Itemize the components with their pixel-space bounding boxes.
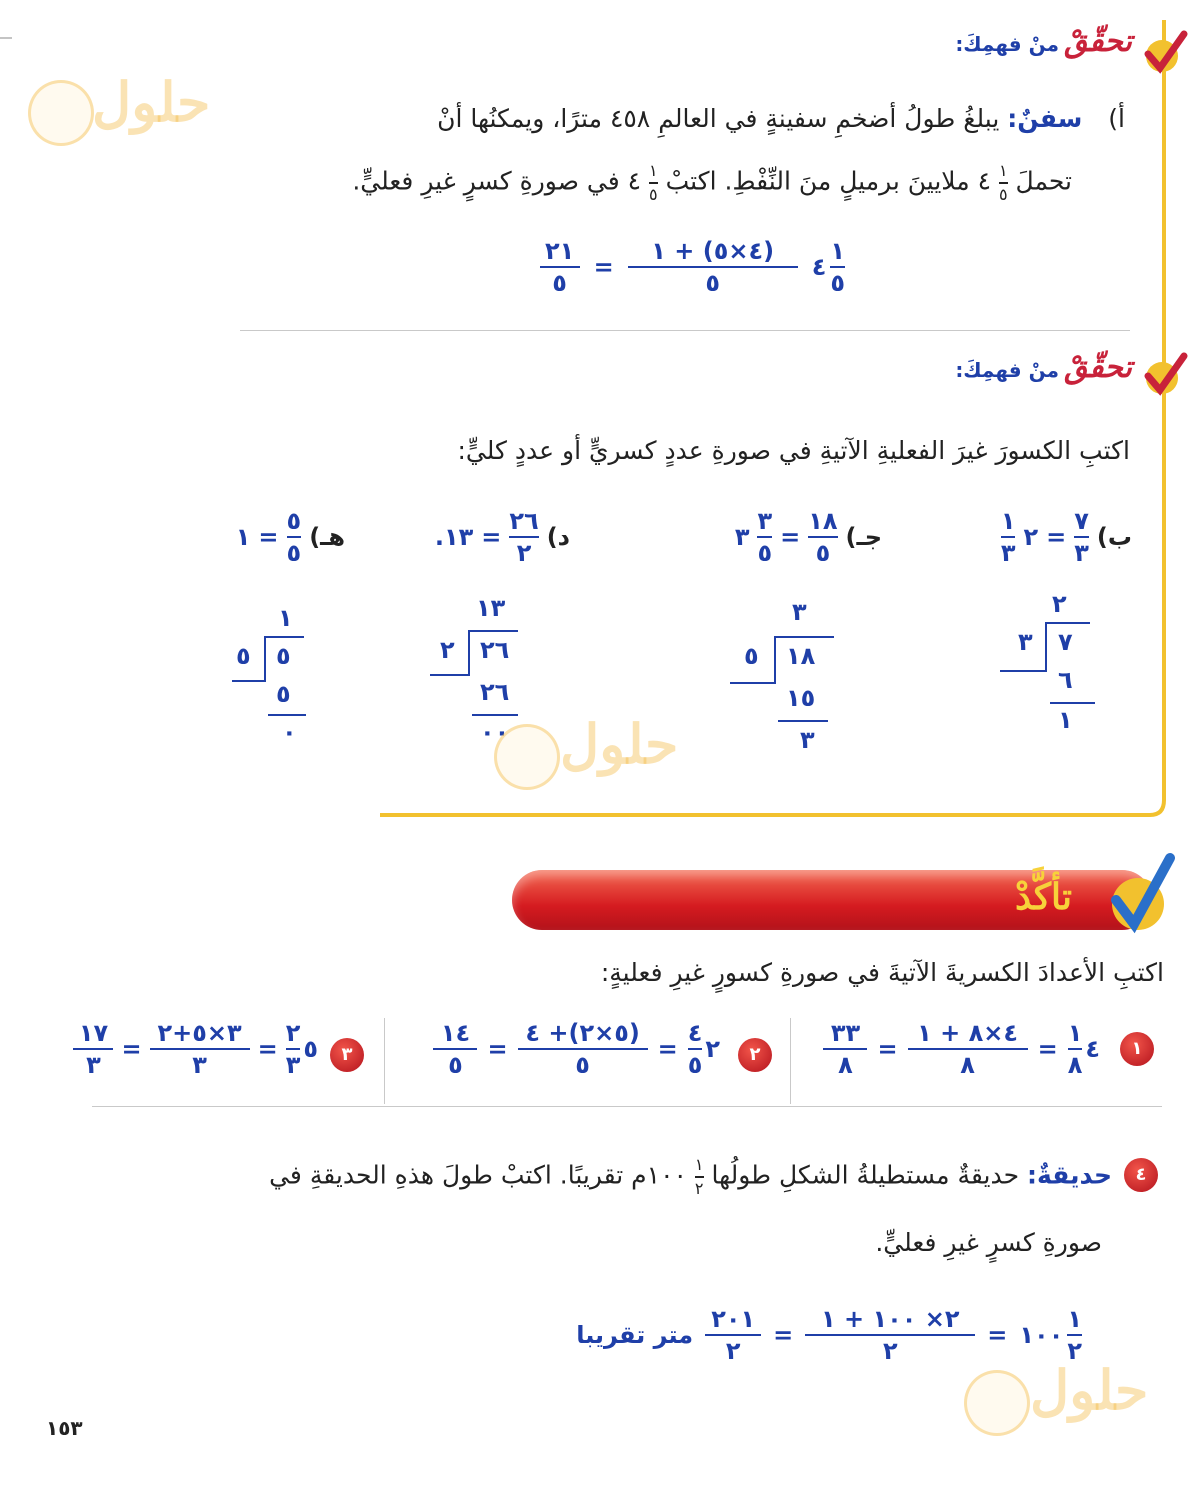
frac-num: ٤×٨ + ١ [917, 1019, 1019, 1047]
divider [240, 330, 1130, 331]
equals-sign: = [121, 1035, 142, 1064]
frac-den: ٢ [725, 1337, 741, 1366]
watermark: حلول [560, 712, 679, 776]
division-bar [430, 674, 470, 676]
line2-mid: ٤ ملايينَ برميلٍ منَ النِّفْطِ. اكتبْ [665, 166, 992, 196]
item-label: أ) [1108, 104, 1125, 133]
divider [92, 1106, 1162, 1107]
frac-num: ٢ [285, 1019, 301, 1047]
garden-line2: صورةِ كسرٍ غيرِ فعليٍّ. [875, 1228, 1102, 1257]
frac-num: ١٤ [440, 1019, 471, 1047]
frac-den: ٥ [687, 1051, 703, 1080]
long-division-c [730, 598, 850, 758]
long-division-e [232, 604, 322, 754]
frac-bar [540, 266, 580, 268]
mixed-whole: ٥ [303, 1035, 318, 1064]
frac-bar [1074, 536, 1089, 538]
divisor: ٢ [440, 636, 455, 664]
frac-bar [808, 536, 837, 538]
check1-line1 [437, 104, 1125, 133]
frac-num: ١٨ [808, 507, 838, 535]
mixed-whole: ٤ [811, 253, 827, 282]
subtraction-line [778, 720, 828, 722]
check2-item-c [735, 508, 882, 567]
frac-den: ٥ [830, 269, 845, 298]
frac-num: ٣×٥+٢ [157, 1019, 242, 1047]
inline-fraction [695, 1156, 704, 1197]
frac-num: ١ [1067, 1305, 1082, 1333]
division-bar [468, 630, 518, 632]
frac-den: ٥ [705, 269, 721, 298]
frac-num: ٣٣ [830, 1019, 861, 1047]
divisor: ٣ [1018, 628, 1033, 656]
frac-bar [830, 266, 845, 268]
frac-num: ٢١ [544, 237, 575, 265]
remainder: ٠٠ [480, 718, 510, 746]
subtrahend: ٥ [276, 680, 291, 708]
mixed-whole: ٢ [705, 1035, 720, 1064]
division-bar [264, 636, 304, 638]
divisor: ٥ [236, 642, 251, 670]
result-whole: ٣ [734, 523, 750, 552]
subtrahend: ٢٦ [480, 678, 510, 706]
dividend: ١٨ [786, 642, 816, 670]
item-badge-2: ٢ [738, 1038, 772, 1072]
frac-num: ١ [998, 161, 1008, 180]
frac-den: ٢ [694, 1178, 704, 1198]
frac-num: ٢٦ [509, 507, 539, 535]
inline-fraction [999, 162, 1008, 203]
division-bar [774, 636, 834, 638]
frac-num: ١٧ [78, 1019, 109, 1047]
division-bar [264, 636, 266, 680]
mixed-number [286, 1020, 318, 1079]
equals-sign: = [481, 523, 502, 552]
frac-num: ١ [694, 1155, 704, 1174]
division-bar [232, 680, 266, 682]
frac-den: ٥ [815, 539, 831, 568]
confirm-title: تأكَّدْ [1014, 876, 1072, 918]
dividend: ٢٦ [480, 636, 510, 664]
confirm-instruction: اكتبِ الأعدادَ الكسريةَ الآتيةَ في صورةِ كسورٍ غيرِ فعليةٍ: [600, 958, 1164, 987]
check2-item-e [236, 508, 345, 567]
frac-num: ٧ [1074, 507, 1089, 535]
frac-bar [150, 1048, 250, 1050]
equals-sign: = [657, 1035, 678, 1064]
frac-num: ١ [1067, 1019, 1083, 1047]
division-bar [1045, 622, 1047, 670]
garden-text-a: حديقةٌ مستطيلةُ الشكلِ طولُها [711, 1160, 1020, 1190]
frac-bar [628, 266, 798, 268]
item-fraction [287, 508, 302, 567]
frac-bar [908, 1048, 1028, 1050]
confirm-banner [512, 870, 1152, 930]
step-fraction [805, 1306, 975, 1365]
frac-den: ٢ [1067, 1337, 1082, 1366]
subtraction-line [1050, 702, 1095, 704]
checkmark-icon [1140, 352, 1188, 396]
result-fraction [823, 1020, 867, 1079]
item-badge-4: ٤ [1124, 1158, 1158, 1192]
division-bar [468, 630, 470, 676]
equals-sign: = [773, 1321, 794, 1350]
mixed-number [1068, 1020, 1100, 1079]
equals-sign: = [593, 253, 614, 282]
result-fraction [757, 508, 772, 567]
item-label: د) [546, 523, 570, 552]
mixed-number [1019, 1306, 1082, 1365]
result-whole: ٢ [1023, 523, 1039, 552]
division-bar [1000, 670, 1047, 672]
frac-den: ٣ [192, 1051, 207, 1080]
result-fraction [433, 1020, 477, 1079]
frac-bar [649, 182, 658, 184]
watermark: حلول [1030, 1358, 1149, 1422]
frac-bar [433, 1048, 477, 1050]
quotient: ١٣ [476, 594, 506, 622]
watermark: حلول [92, 70, 211, 134]
frac-den: ٥ [998, 184, 1008, 204]
frac-bar [1068, 1048, 1083, 1050]
frac-den: ٥ [552, 269, 567, 298]
check1-title: تحقّقْ [1064, 24, 1132, 59]
frac-den: ٥ [575, 1051, 590, 1080]
step-fraction [908, 1020, 1028, 1079]
item-badge-1: ١ [1120, 1032, 1154, 1066]
mixed-frac [286, 1020, 301, 1079]
frac-bar [999, 182, 1008, 184]
frac-bar [518, 1048, 648, 1050]
frac-bar [509, 536, 538, 538]
dividend: ٥ [276, 642, 291, 670]
result-fraction [540, 238, 580, 297]
check2-instruction: اكتبِ الكسورَ غيرَ الفعليةِ الآتيةِ في صورةِ عددٍ كسريٍّ أو عددٍ كليٍّ: [457, 436, 1130, 465]
frac-den: ٥ [286, 539, 302, 568]
check1-solution [540, 238, 845, 297]
remainder: ٠ [282, 718, 297, 746]
item-fraction [808, 508, 837, 567]
frac-bar [1001, 536, 1016, 538]
result-value: ١٣. [434, 523, 474, 552]
inline-fraction-2 [649, 162, 658, 203]
subtraction-line [472, 714, 518, 716]
check1-text-line1: يبلغُ طولُ أضخمِ سفينةٍ في العالمِ ٤٥٨ مترًا، ويمكنُها أنْ [437, 104, 1000, 133]
frac-den: ٨ [960, 1051, 975, 1080]
mixed-number [812, 238, 845, 297]
watermark-logo-icon [964, 1370, 1030, 1436]
result-fraction [1001, 508, 1016, 567]
check2-header [955, 350, 1132, 385]
frac-num: (٥×٢)+ ٤ [525, 1019, 640, 1047]
frac-bar [823, 1048, 867, 1050]
garden-solution [576, 1306, 1082, 1365]
watermark-logo-icon [494, 724, 560, 790]
mixed-frac [830, 238, 845, 297]
equals-sign: = [877, 1035, 898, 1064]
mixed-number [688, 1020, 720, 1079]
subtraction-line [268, 714, 306, 716]
frac-den: ٣ [1074, 539, 1089, 568]
frac-bar [688, 1048, 703, 1050]
check2-item-b [1001, 508, 1132, 567]
equals-sign: = [780, 523, 801, 552]
division-bar [774, 636, 776, 684]
item-label: هـ) [309, 523, 345, 552]
divisor: ٥ [744, 642, 759, 670]
division-bar [730, 682, 776, 684]
frac-den: ٢ [882, 1337, 898, 1366]
result-fraction [705, 1306, 761, 1365]
frac-num: ٣ [757, 507, 773, 535]
step-fraction [628, 238, 798, 297]
item-fraction [1074, 508, 1089, 567]
check2-item-d [435, 508, 570, 567]
column-divider [384, 1018, 385, 1104]
watermark-logo-icon [28, 80, 94, 146]
frac-num: ٢٠١ [711, 1305, 756, 1333]
subtrahend: ٦ [1058, 666, 1073, 694]
frac-bar [757, 536, 772, 538]
frac-den: ٥ [448, 1051, 463, 1080]
frac-den: ٣ [285, 1051, 301, 1080]
remainder: ١ [1058, 706, 1073, 734]
frac-bar [287, 536, 302, 538]
frac-bar [805, 1334, 975, 1336]
frac-bar [73, 1048, 113, 1050]
frac-num: ٤ [687, 1019, 703, 1047]
frac-den: ٥ [649, 184, 658, 204]
quotient: ١ [278, 604, 293, 632]
frac-den: ٢ [516, 539, 532, 568]
confirm-item-1 [823, 1020, 1100, 1079]
result-value: ١ [235, 523, 251, 552]
subtrahend: ١٥ [786, 684, 816, 712]
frac-den: ٣ [1000, 539, 1016, 568]
frac-den: ٥ [757, 539, 773, 568]
frac-den: ٨ [1067, 1051, 1083, 1080]
line2-start: تحملَ [1015, 166, 1072, 196]
check1-subtitle: منْ فهمِكَ: [955, 32, 1059, 56]
frac-bar [705, 1334, 761, 1336]
frac-num: (٤×٥) + ١ [651, 237, 775, 265]
step-fraction [518, 1020, 648, 1079]
item-label: جـ) [845, 523, 882, 552]
equals-sign: = [257, 1035, 278, 1064]
item-label: ب) [1096, 523, 1132, 552]
frac-den: ٣ [86, 1051, 101, 1080]
quotient: ٣ [792, 598, 807, 626]
confirm-item-2 [433, 1020, 720, 1079]
garden-line1 [269, 1156, 1112, 1197]
item-fraction [509, 508, 538, 567]
column-divider [790, 1018, 791, 1104]
result-fraction [73, 1020, 113, 1079]
frac-num: ١ [1000, 507, 1016, 535]
frac-den: ٨ [838, 1051, 853, 1080]
unit-label: متر تقريبا [576, 1321, 694, 1350]
checkmark-icon [1104, 852, 1176, 936]
frac-bar [286, 1048, 301, 1050]
frac-bar [695, 1176, 704, 1178]
equals-sign: = [1046, 523, 1067, 552]
checkmark-icon [1140, 30, 1188, 74]
equals-sign: = [258, 523, 279, 552]
frac-num: ١ [830, 237, 845, 265]
mixed-whole: ١٠٠ [1019, 1321, 1064, 1350]
check2-title: تحقّقْ [1064, 350, 1132, 385]
equals-sign: = [1037, 1035, 1058, 1064]
mixed-whole: ٤ [1085, 1035, 1100, 1064]
quotient: ٢ [1052, 590, 1067, 618]
check1-header [955, 24, 1132, 59]
page-number: ١٥٣ [46, 1416, 83, 1440]
check1-line2 [352, 162, 1072, 203]
garden-text-b: ١٠٠م تقريبًا. اكتبْ طولَ هذهِ الحديقةِ في [269, 1160, 687, 1190]
line2-end: ٤ في صورةِ كسرٍ غيرِ فعليٍّ. [352, 166, 642, 196]
equals-sign: = [487, 1035, 508, 1064]
step-fraction [150, 1020, 250, 1079]
long-division-b [1000, 590, 1110, 750]
frac-num: ٥ [286, 507, 302, 535]
division-bar [1045, 622, 1090, 624]
term-garden: حديقةٌ: [1027, 1160, 1112, 1190]
mixed-frac [688, 1020, 703, 1079]
item-badge-3: ٣ [330, 1038, 364, 1072]
mixed-frac [1067, 1306, 1082, 1365]
remainder: ٣ [800, 726, 815, 754]
confirm-item-3 [73, 1020, 318, 1079]
frac-bar [1067, 1334, 1082, 1336]
frac-num: ١ [649, 161, 658, 180]
check2-subtitle: منْ فهمِكَ: [955, 358, 1059, 382]
frac-num: ٢× ١٠٠ + ١ [821, 1305, 960, 1333]
mixed-frac [1068, 1020, 1083, 1079]
term-ships: سفنٌ: [1007, 104, 1083, 133]
dividend: ٧ [1058, 628, 1073, 656]
equals-sign: = [987, 1321, 1008, 1350]
